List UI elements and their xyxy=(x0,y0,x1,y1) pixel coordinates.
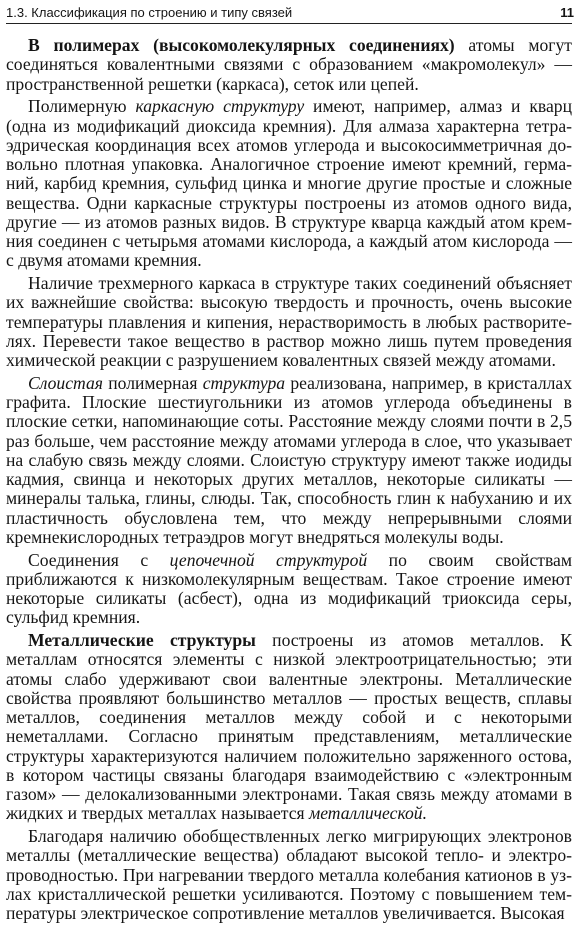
header-rule xyxy=(6,23,572,24)
document-body xyxy=(6,36,572,927)
term-framework: каркасную структуру xyxy=(135,96,305,117)
paragraph-text: Благодаря наличию обобществленных легко мигрирующих электронов металлы (металлические вещества) обладают высокой тепло- и электропроводностью. При нагревании твердого металла колебания катионов в узлах кристаллической решетки усиливаются. Поэтому с повышением температуры электрическое сопротивление металлов увеличивается. Высокая xyxy=(6,826,572,923)
paragraph-text: Полимерную xyxy=(28,96,136,117)
paragraph-text: полимерная xyxy=(102,372,203,393)
term-chain: цепочечной структурой xyxy=(169,549,368,570)
paragraph-conductivity xyxy=(6,827,572,923)
section-title: 1.3. Классификация по строению и типу связей xyxy=(6,5,293,20)
paragraph-text: атомы могут соединяться ковалентными связями с образованием «макромолекул» — пространственной решетки (каркаса), сеток или цепей. xyxy=(6,35,572,94)
paragraph-layered xyxy=(6,374,572,547)
paragraph-text: построены из атомов металлов. К металлам относятся элементы с низкой электроотрицательностью; эти атомы слабо удерживают свои валентные электроны. Металлические свойства проявляют большинство металлов — простых веществ, сплавы металлов, соединения металлов между собой и с некоторыми неметаллами. Согласно принятым представлениям, металлические структуры характеризуются наличием положительно заряженного остова, в котором частицы связаны благодаря взаимодействию с «электронным газом» — делокализованными электронами. Такая связь между атомами в жидких и твердых металлах называется xyxy=(6,630,572,824)
paragraph-polymers xyxy=(6,36,572,94)
page-number: 11 xyxy=(560,5,574,20)
paragraph-text: Наличие трехмерного каркаса в структуре таких соединений объясняет их важнейшие свойства: высокую твердость и прочность, очень высокие температуры плавления и кипения, нерастворимость в любых растворителях. Перевести такое вещество в раствор можно лишь путем проведения химической реакции с разрушением ковалентных связей между атомами. xyxy=(6,273,572,370)
term-metallic-structures: Металлические структуры xyxy=(28,630,256,650)
page-header xyxy=(6,4,574,22)
paragraph-text: Соединения с xyxy=(28,549,170,570)
paragraph-text: по своим свойствам приближаются к низкомолекулярным веществам. Такое строение имеют некоторые силикаты (асбест), одна из модификаций триоксида серы, сульфид кремния. xyxy=(6,549,572,628)
paragraph-properties xyxy=(6,274,572,370)
paragraph-framework xyxy=(6,97,572,270)
term-polymers: В полимерах (высокомолекулярных соединениях) xyxy=(28,35,455,55)
paragraph-chain xyxy=(6,551,572,628)
paragraph-text: реализована, например, в кристаллах графита. Плоские шестиугольники из атомов углерода объединены в плоские сетки, напоминающие соты. Расстояние между слоями почти в 2,5 раз больше, чем расстояние между атомами углерода в слое, что указывает на слабую связь между слоями. Слоистую структуру имеют также иодиды кадмия, свинца и некоторых других металлов, некоторые силикаты — минералы талька, глины, слюды. Так, способность глин к набуханию и их пластичность обусловлена тем, что между непрерывными слоями кремнекислородных тетраэдров могут внедряться молекулы воды. xyxy=(6,372,573,547)
paragraph-text: имеют, например, алмаз и кварц (одна из модификаций диоксида кремния). Для алмаза характерна тетраэдрическая координация всех атомов углерода и высокосимметричная довольно плотная упаковка. Аналогичное строение имеют кремний, германий, карбид кремния, сульфид цинка и многие другие простые и сложные вещества. Одни каркасные структуры построены из атомов одного вида, другие — из атомов разных видов. В структуре кварца каждый атом кремния соединен с четырьмя атомами кислорода, а каждый атом кислорода — с двумя атомами кремния. xyxy=(6,96,572,271)
term-structure: структура xyxy=(202,372,286,393)
term-metallic: металлической. xyxy=(309,803,427,824)
paragraph-metallic xyxy=(6,631,572,824)
term-layered: Слоистая xyxy=(28,372,103,393)
